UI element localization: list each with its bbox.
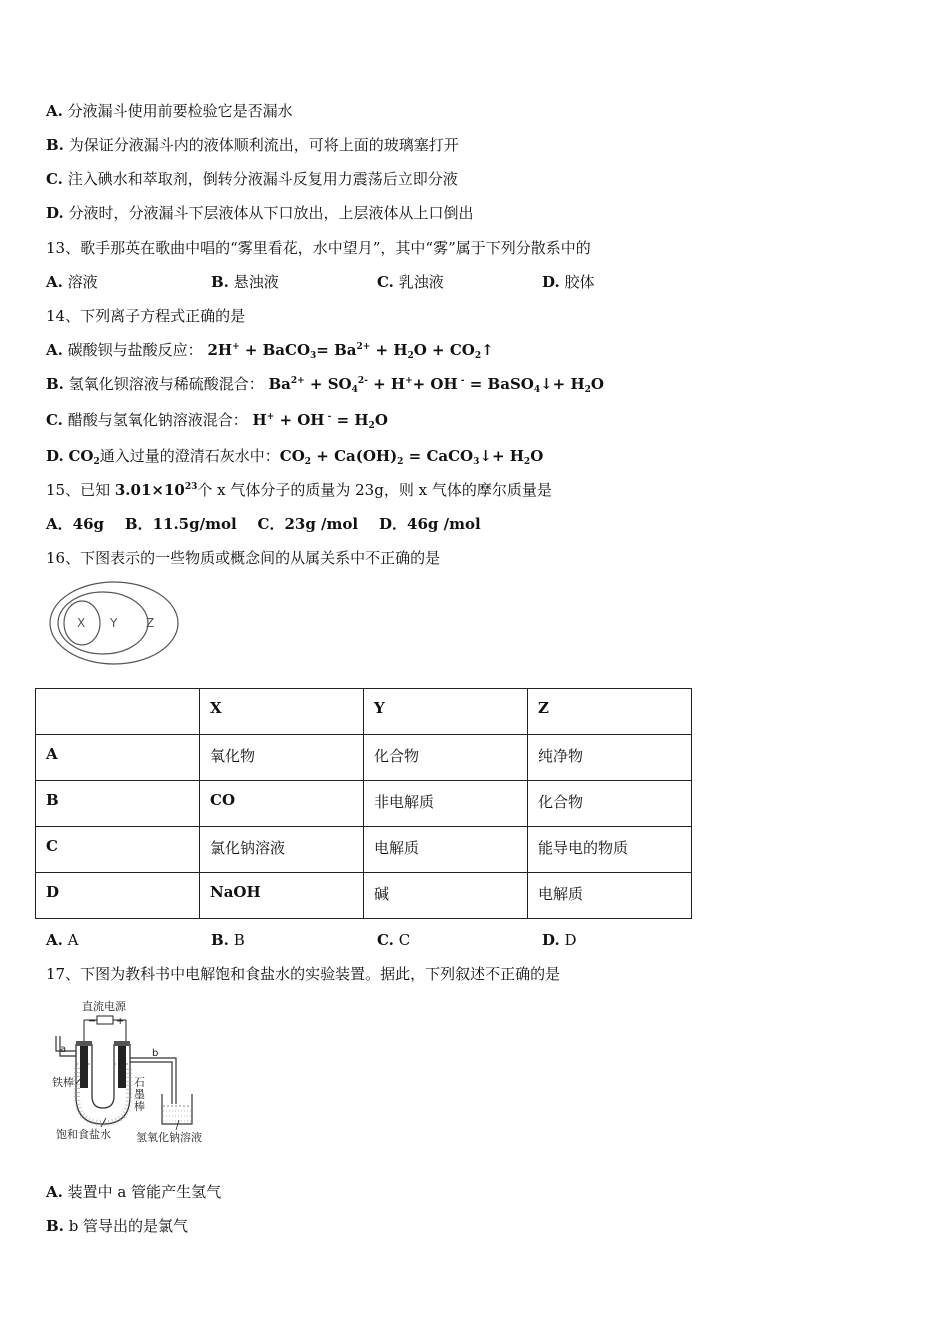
naoh-label: 氢氧化钠溶液 — [136, 1131, 202, 1144]
table-row — [36, 873, 692, 919]
plus-label: + — [116, 1016, 125, 1027]
q15-options: A．46g B．11.5g/mol C．23g /mol D．46g /mol — [46, 515, 481, 533]
q13-option-a: A. 溶液 — [46, 273, 98, 291]
q16-option-d: D. D — [542, 931, 577, 949]
q16-option-c: C. C — [377, 931, 411, 949]
table-cell: 非电解质 — [364, 781, 528, 827]
q14-option-b: B. 氢氧化钡溶液与稀硫酸混合： $Ba^{2+} + SO_4^{2-} + H^++$ OH - = BaSO$_4$↓+ $H_2O$ — [46, 375, 604, 395]
graphite-label-2: 墨 — [134, 1088, 145, 1101]
power-label: 直流电源 — [82, 1000, 126, 1013]
u-tube-inner — [92, 1044, 114, 1108]
table-cell: CO — [200, 781, 364, 827]
table-cell: A — [36, 735, 200, 781]
label-z: Z — [146, 616, 155, 630]
table-row — [36, 827, 692, 873]
tube-b-label: b — [152, 1048, 159, 1059]
tube-a-label: a — [60, 1044, 67, 1055]
electrolysis-apparatus — [46, 996, 216, 1148]
table-row — [36, 781, 692, 827]
table-cell: 化合物 — [528, 781, 692, 827]
table-cell: B — [36, 781, 200, 827]
table-cell: 电解质 — [528, 873, 692, 919]
q17-stem: 17、下图为教科书中电解饱和食盐水的实验装置。据此，下列叙述不正确的是 — [46, 965, 561, 983]
table-header-row — [36, 689, 692, 735]
q12-option-a: A. 分液漏斗使用前要检验它是否漏水 — [46, 102, 293, 120]
table-cell — [36, 689, 200, 735]
q13-stem: 13、歌手那英在歌曲中唱的“雾里看花，水中望月”，其中“雾”属于下列分散系中的 — [46, 239, 591, 257]
q12-option-c: C. 注入碘水和萃取剂，倒转分液漏斗反复用力震荡后立即分液 — [46, 170, 458, 188]
q14-option-c: C. 醋酸与氢氧化钠溶液混合： H+ + OH $^- = H_2O$ — [46, 411, 388, 431]
iron-label: 铁棒 — [52, 1076, 74, 1089]
q12-option-d: D. 分液时，分液漏斗下层液体从下口放出，上层液体从上口倒出 — [46, 204, 474, 222]
q13-option-b: B. 悬浊液 — [211, 273, 279, 291]
table-cell: NaOH — [200, 873, 364, 919]
q14-option-a: A. 碳酸钡与盐酸反应： 2H+ + BaCO$_3$= $Ba^{2+} + H_2O$ + $CO_2↑$ — [46, 341, 494, 361]
battery-icon — [97, 1016, 113, 1024]
brine-label: 饱和食盐水 — [56, 1128, 111, 1141]
table-cell: 氯化钠溶液 — [200, 827, 364, 873]
table-cell: C — [36, 827, 200, 873]
label-x: X — [77, 616, 86, 630]
table-cell: 电解质 — [364, 827, 528, 873]
table-cell: 氧化物 — [200, 735, 364, 781]
q16-table — [35, 688, 692, 919]
q15-stem: 15、已知 $3.01\times 10^{23}$个 x 气体分子的质量为 23g，则 x 气体的摩尔质量是 — [46, 481, 552, 499]
graphite-label-1: 石 — [134, 1076, 145, 1089]
table-cell: Y — [364, 689, 528, 735]
minus-label: − — [88, 1016, 97, 1027]
q16-option-a: A. A — [46, 931, 79, 949]
table-cell: 化合物 — [364, 735, 528, 781]
q17-option-a: A. 装置中 a 管能产生氢气 — [46, 1183, 222, 1201]
graphite-label-3: 棒 — [134, 1100, 145, 1113]
table-row — [36, 735, 692, 781]
q14-stem: 14、下列离子方程式正确的是 — [46, 307, 246, 325]
q12-option-b: B. 为保证分液漏斗内的液体顺利流出，可将上面的玻璃塞打开 — [46, 136, 459, 154]
table-cell: X — [200, 689, 364, 735]
table-cell: D — [36, 873, 200, 919]
q14-option-d: D. $CO_2$通入过量的澄清石灰水中：$CO_2 + Ca(OH)_2$ = CaCO$_3$↓+ $H_2O$ — [46, 447, 544, 467]
q13-option-d: D. 胶体 — [542, 273, 595, 291]
table-cell: Z — [528, 689, 692, 735]
q16-option-b: B. B — [211, 931, 245, 949]
graphite-rod — [118, 1044, 126, 1088]
table-cell: 碱 — [364, 873, 528, 919]
q17-option-b: B. b 管导出的是氯气 — [46, 1217, 189, 1235]
q13-option-c: C. 乳浊液 — [377, 273, 444, 291]
table-cell: 纯净物 — [528, 735, 692, 781]
beaker — [162, 1094, 192, 1124]
ellipse-y — [58, 592, 148, 654]
table-cell: 能导电的物质 — [528, 827, 692, 873]
q16-stem: 16、下图表示的一些物质或概念间的从属关系中不正确的是 — [46, 549, 441, 567]
venn-diagram — [40, 578, 185, 670]
iron-rod — [80, 1044, 88, 1088]
label-y: Y — [110, 616, 118, 630]
